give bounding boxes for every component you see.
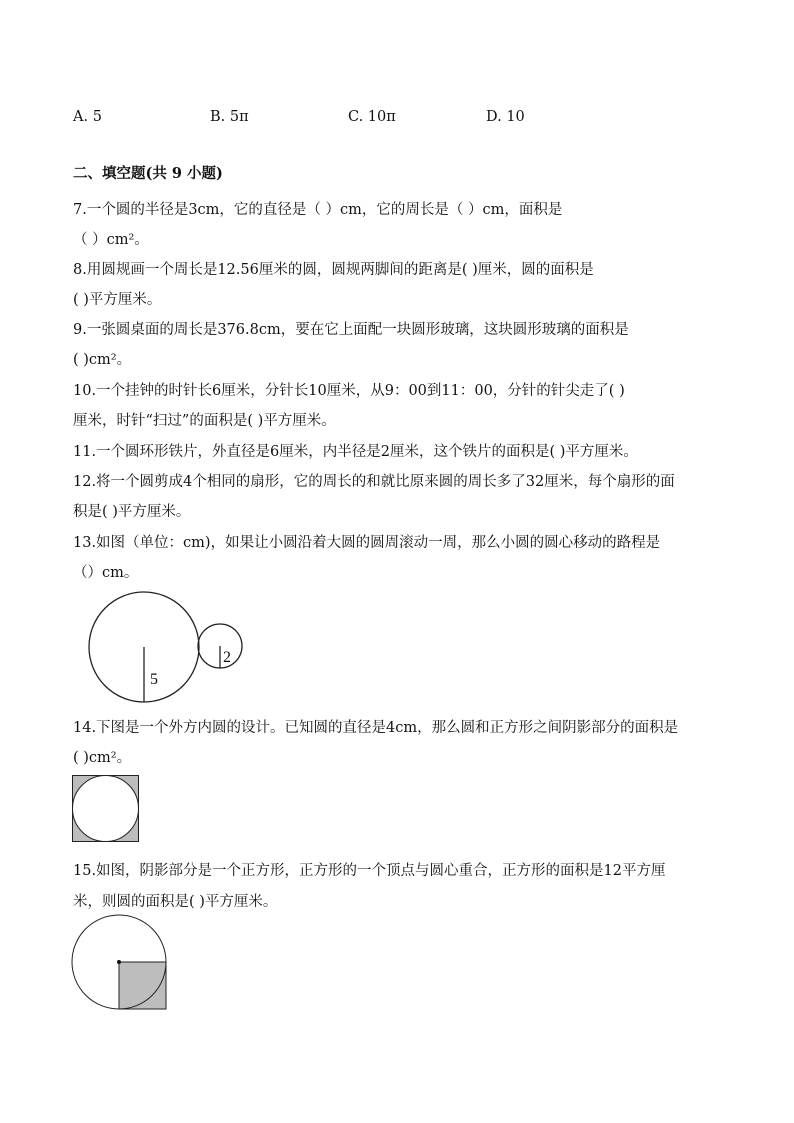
section-heading: 二、填空题(共 9 小题) xyxy=(73,165,223,182)
q15-center-dot xyxy=(117,960,121,964)
q15-shaded-square xyxy=(119,962,166,1009)
option-b: B. 5π xyxy=(210,109,249,125)
question-11-line-1: 11.一个圆环形铁片，外直径是6厘米，内半径是2厘米，这个铁片的面积是( )平方厘米。 xyxy=(73,444,638,460)
q14-inscribed-circle xyxy=(73,776,139,842)
question-12-line-2: 积是( )平方厘米。 xyxy=(73,504,191,520)
question-14-line-1: 14.下图是一个外方内圆的设计。已知圆的直径是4cm，那么圆和正方形之间阴影部分的面积是 xyxy=(73,720,679,736)
question-10-line-1: 10.一个挂钟的时针长6厘米，分针长10厘米，从9：00到11：00，分针的针尖走了( ) xyxy=(73,383,625,399)
question-14-line-2: ( )cm²。 xyxy=(73,750,132,766)
question-8-line-1: 8.用圆规画一个周长是12.56厘米的圆，圆规两脚间的距离是( )厘米，圆的面积是 xyxy=(73,262,594,278)
question-9-line-1: 9.一张圆桌面的周长是376.8cm，要在它上面配一块圆形玻璃，这块圆形玻璃的面积是 xyxy=(73,322,629,338)
question-10-line-2: 厘米，时针“扫过”的面积是( )平方厘米。 xyxy=(73,413,336,429)
question-7-line-2: （ ）cm²。 xyxy=(73,232,149,248)
option-a: A. 5 xyxy=(73,109,102,125)
question-9-line-2: ( )cm²。 xyxy=(73,352,132,368)
q14-figure xyxy=(72,775,140,843)
q15-figure xyxy=(70,914,170,1014)
option-d: D. 10 xyxy=(486,109,525,125)
q13-small-radius-label: 2 xyxy=(223,649,231,666)
q13-figure xyxy=(86,594,248,706)
q13-big-radius-label: 5 xyxy=(150,671,158,688)
option-c: C. 10π xyxy=(348,109,396,125)
question-13-line-2: （）cm。 xyxy=(73,565,139,581)
question-15-line-2: 米，则圆的面积是( )平方厘米。 xyxy=(73,894,278,910)
question-7-line-1: 7.一个圆的半径是3cm，它的直径是（ ）cm，它的周长是（ ）cm，面积是 xyxy=(73,202,563,218)
question-13-line-1: 13.如图（单位：cm)，如果让小圆沿着大圆的圆周滚动一周，那么小圆的圆心移动的路程是 xyxy=(73,535,661,551)
question-15-line-1: 15.如图，阴影部分是一个正方形，正方形的一个顶点与圆心重合，正方形的面积是12平方厘 xyxy=(73,863,666,879)
question-8-line-2: ( )平方厘米。 xyxy=(73,292,162,308)
question-12-line-1: 12.将一个圆剪成4个相同的扇形，它的周长的和就比原来圆的周长多了32厘米，每个扇形的面 xyxy=(73,474,675,490)
